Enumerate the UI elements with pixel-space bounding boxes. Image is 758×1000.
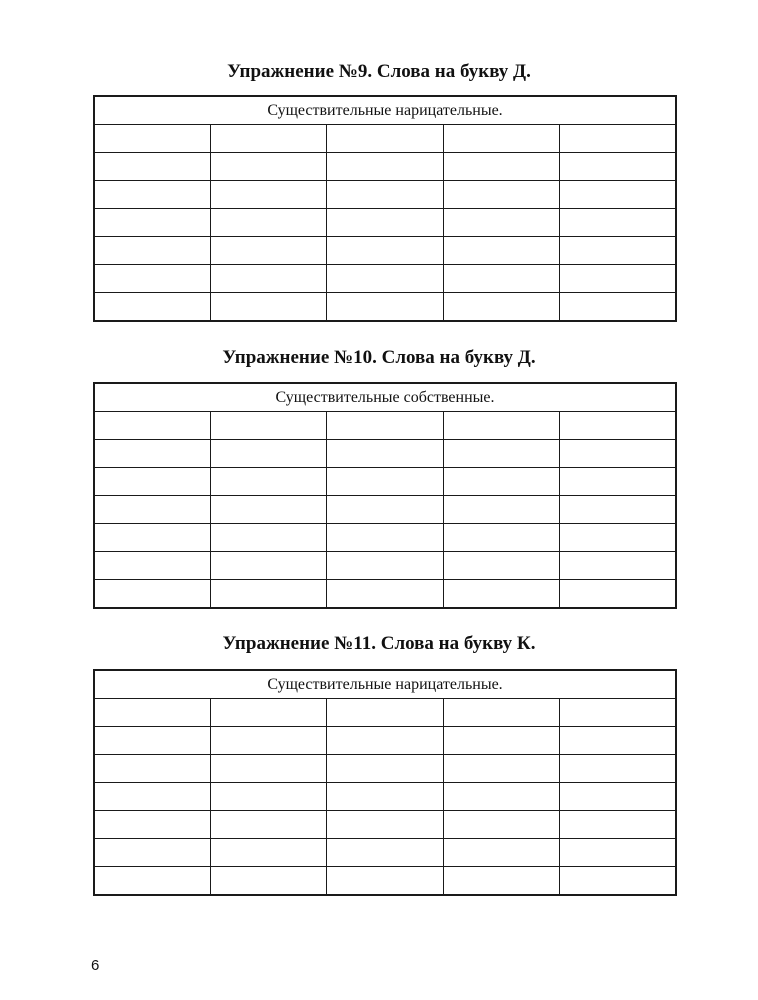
blank-cell[interactable] bbox=[327, 181, 443, 209]
exercise-9-title: Упражнение №9. Слова на букву Д. bbox=[227, 61, 531, 82]
blank-cell[interactable] bbox=[560, 839, 676, 867]
blank-cell[interactable] bbox=[94, 412, 210, 440]
blank-cell[interactable] bbox=[94, 468, 210, 496]
blank-cell[interactable] bbox=[327, 867, 443, 896]
blank-cell[interactable] bbox=[94, 867, 210, 896]
table-row bbox=[94, 839, 676, 867]
blank-cell[interactable] bbox=[327, 153, 443, 181]
blank-cell[interactable] bbox=[560, 181, 676, 209]
blank-cell[interactable] bbox=[560, 209, 676, 237]
blank-cell[interactable] bbox=[443, 580, 559, 609]
blank-cell[interactable] bbox=[443, 412, 559, 440]
blank-cell[interactable] bbox=[327, 265, 443, 293]
blank-cell[interactable] bbox=[443, 811, 559, 839]
blank-cell[interactable] bbox=[560, 524, 676, 552]
blank-cell[interactable] bbox=[94, 181, 210, 209]
blank-cell[interactable] bbox=[210, 496, 326, 524]
page-number: 6 bbox=[91, 957, 100, 974]
blank-cell[interactable] bbox=[210, 181, 326, 209]
blank-cell[interactable] bbox=[443, 153, 559, 181]
blank-cell[interactable] bbox=[327, 237, 443, 265]
blank-cell[interactable] bbox=[327, 727, 443, 755]
table-row bbox=[94, 867, 676, 896]
blank-cell[interactable] bbox=[94, 783, 210, 811]
blank-cell[interactable] bbox=[210, 867, 326, 896]
blank-cell[interactable] bbox=[443, 209, 559, 237]
blank-cell[interactable] bbox=[210, 412, 326, 440]
blank-cell[interactable] bbox=[94, 440, 210, 468]
table-row bbox=[94, 181, 676, 209]
table-row bbox=[94, 727, 676, 755]
table-row bbox=[94, 552, 676, 580]
blank-cell[interactable] bbox=[443, 125, 559, 153]
table-header: Существительные собственные. bbox=[94, 383, 676, 412]
table-row bbox=[94, 237, 676, 265]
blank-cell[interactable] bbox=[210, 209, 326, 237]
blank-cell[interactable] bbox=[94, 524, 210, 552]
blank-cell[interactable] bbox=[560, 237, 676, 265]
blank-cell[interactable] bbox=[327, 524, 443, 552]
blank-cell[interactable] bbox=[560, 699, 676, 727]
table-header: Существительные нарицательные. bbox=[94, 96, 676, 125]
blank-cell[interactable] bbox=[443, 496, 559, 524]
blank-cell[interactable] bbox=[94, 755, 210, 783]
table-row bbox=[94, 125, 676, 153]
blank-cell[interactable] bbox=[443, 867, 559, 896]
blank-cell[interactable] bbox=[560, 293, 676, 322]
table-row bbox=[94, 699, 676, 727]
table-row bbox=[94, 440, 676, 468]
blank-cell[interactable] bbox=[210, 468, 326, 496]
blank-cell[interactable] bbox=[94, 265, 210, 293]
blank-cell[interactable] bbox=[560, 783, 676, 811]
blank-cell[interactable] bbox=[94, 811, 210, 839]
blank-cell[interactable] bbox=[210, 440, 326, 468]
blank-cell[interactable] bbox=[443, 727, 559, 755]
blank-cell[interactable] bbox=[210, 153, 326, 181]
blank-cell[interactable] bbox=[443, 783, 559, 811]
blank-cell[interactable] bbox=[94, 727, 210, 755]
blank-cell[interactable] bbox=[210, 237, 326, 265]
blank-cell[interactable] bbox=[327, 496, 443, 524]
blank-cell[interactable] bbox=[94, 580, 210, 609]
blank-cell[interactable] bbox=[94, 699, 210, 727]
table-row bbox=[94, 524, 676, 552]
blank-cell[interactable] bbox=[327, 293, 443, 322]
blank-cell[interactable] bbox=[94, 496, 210, 524]
blank-cell[interactable] bbox=[94, 153, 210, 181]
blank-cell[interactable] bbox=[327, 412, 443, 440]
blank-cell[interactable] bbox=[560, 153, 676, 181]
blank-cell[interactable] bbox=[327, 783, 443, 811]
blank-cell[interactable] bbox=[560, 468, 676, 496]
blank-cell[interactable] bbox=[443, 293, 559, 322]
exercise-11-table bbox=[93, 669, 677, 896]
exercise-11-title: Упражнение №11. Слова на букву К. bbox=[222, 633, 536, 654]
exercise-10-title: Упражнение №10. Слова на букву Д. bbox=[222, 347, 536, 368]
blank-cell[interactable] bbox=[327, 468, 443, 496]
table-row bbox=[94, 580, 676, 609]
table-row bbox=[94, 265, 676, 293]
table-row bbox=[94, 209, 676, 237]
blank-cell[interactable] bbox=[443, 181, 559, 209]
blank-cell[interactable] bbox=[210, 839, 326, 867]
blank-cell[interactable] bbox=[560, 496, 676, 524]
blank-cell[interactable] bbox=[327, 755, 443, 783]
blank-cell[interactable] bbox=[94, 839, 210, 867]
blank-cell[interactable] bbox=[560, 412, 676, 440]
blank-cell[interactable] bbox=[443, 440, 559, 468]
blank-cell[interactable] bbox=[443, 265, 559, 293]
blank-cell[interactable] bbox=[210, 755, 326, 783]
blank-cell[interactable] bbox=[210, 811, 326, 839]
blank-cell[interactable] bbox=[443, 524, 559, 552]
blank-cell[interactable] bbox=[443, 552, 559, 580]
blank-cell[interactable] bbox=[210, 293, 326, 322]
blank-cell[interactable] bbox=[560, 552, 676, 580]
blank-cell[interactable] bbox=[560, 580, 676, 609]
table-header: Существительные нарицательные. bbox=[94, 670, 676, 699]
blank-cell[interactable] bbox=[327, 580, 443, 609]
blank-cell[interactable] bbox=[94, 125, 210, 153]
table-row bbox=[94, 811, 676, 839]
blank-cell[interactable] bbox=[443, 468, 559, 496]
blank-cell[interactable] bbox=[210, 524, 326, 552]
blank-cell[interactable] bbox=[443, 237, 559, 265]
blank-cell[interactable] bbox=[210, 727, 326, 755]
blank-cell[interactable] bbox=[210, 783, 326, 811]
blank-cell[interactable] bbox=[327, 125, 443, 153]
blank-cell[interactable] bbox=[560, 867, 676, 896]
table-row bbox=[94, 293, 676, 322]
blank-cell[interactable] bbox=[210, 265, 326, 293]
blank-cell[interactable] bbox=[560, 265, 676, 293]
blank-cell[interactable] bbox=[94, 552, 210, 580]
table-row bbox=[94, 755, 676, 783]
blank-cell[interactable] bbox=[327, 839, 443, 867]
blank-cell[interactable] bbox=[210, 125, 326, 153]
blank-cell[interactable] bbox=[327, 811, 443, 839]
blank-cell[interactable] bbox=[327, 440, 443, 468]
blank-cell[interactable] bbox=[327, 209, 443, 237]
blank-cell[interactable] bbox=[560, 811, 676, 839]
table-row bbox=[94, 496, 676, 524]
blank-cell[interactable] bbox=[443, 699, 559, 727]
table-row bbox=[94, 468, 676, 496]
blank-cell[interactable] bbox=[94, 293, 210, 322]
blank-cell[interactable] bbox=[443, 839, 559, 867]
table-row bbox=[94, 412, 676, 440]
blank-cell[interactable] bbox=[327, 699, 443, 727]
table-row bbox=[94, 153, 676, 181]
table-row bbox=[94, 783, 676, 811]
blank-cell[interactable] bbox=[94, 237, 210, 265]
exercise-9-table bbox=[93, 95, 677, 322]
blank-cell[interactable] bbox=[327, 552, 443, 580]
blank-cell[interactable] bbox=[560, 440, 676, 468]
blank-cell[interactable] bbox=[94, 209, 210, 237]
blank-cell[interactable] bbox=[560, 755, 676, 783]
blank-cell[interactable] bbox=[210, 552, 326, 580]
blank-cell[interactable] bbox=[443, 755, 559, 783]
exercise-10-table bbox=[93, 382, 677, 609]
blank-cell[interactable] bbox=[560, 727, 676, 755]
blank-cell[interactable] bbox=[560, 125, 676, 153]
blank-cell[interactable] bbox=[210, 580, 326, 609]
blank-cell[interactable] bbox=[210, 699, 326, 727]
